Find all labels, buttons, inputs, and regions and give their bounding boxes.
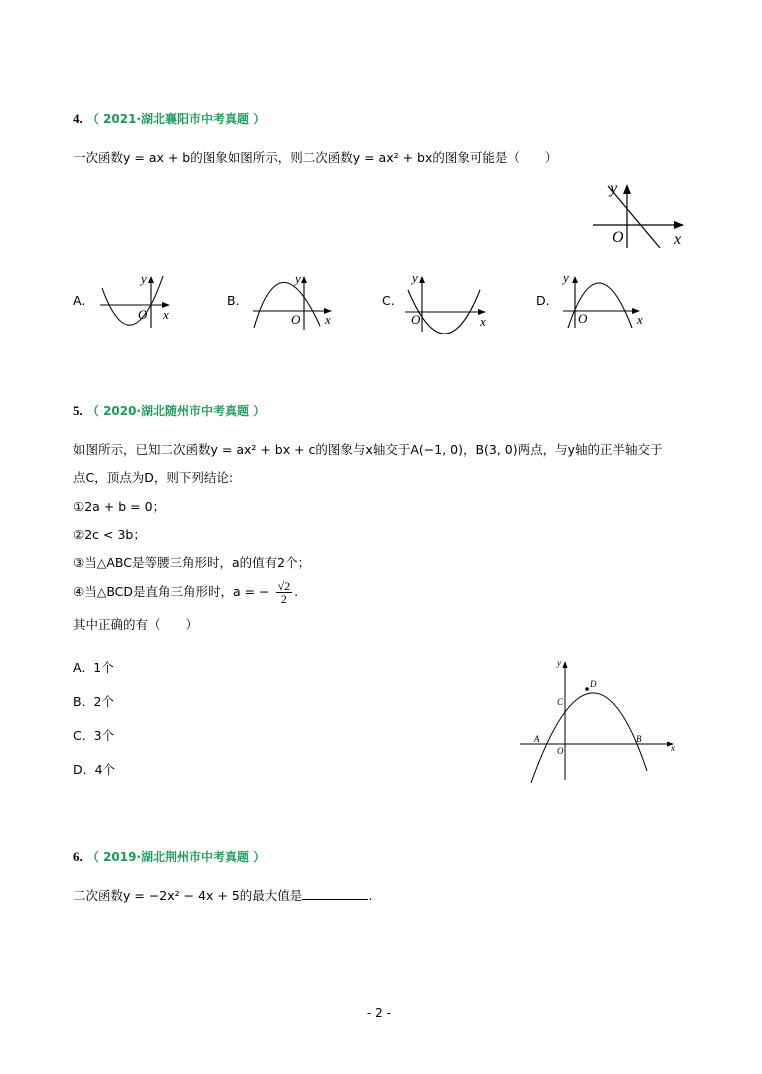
option-label: C. — [73, 728, 86, 743]
q6-number: 6. — [73, 849, 83, 864]
q5-option-d — [73, 760, 115, 778]
q5-header — [73, 402, 265, 419]
origin-label: O — [411, 312, 421, 327]
vertex-point — [585, 687, 589, 691]
q4-option-a-label: A. — [73, 293, 86, 308]
q6-stem — [73, 886, 372, 904]
q4-option-a-graph — [95, 268, 175, 330]
point-b-label: B — [636, 734, 642, 744]
q4-option-b-label: B. — [227, 293, 240, 308]
y-label: y — [412, 270, 418, 285]
q6-stem-suffix: . — [368, 888, 373, 903]
q5-statement-4-prefix: ④当△BCD是直角三角形时，a = − — [73, 584, 270, 599]
q4-option-d-label: D. — [536, 293, 550, 308]
q4-source: （ 2021·湖北襄阳市中考真题 ） — [86, 112, 266, 126]
q4-option-b-graph — [248, 268, 338, 330]
y-label: y — [610, 180, 618, 197]
x-label: x — [671, 743, 675, 753]
x-label: x — [480, 314, 486, 329]
q5-option-a — [73, 658, 114, 676]
origin-label: O — [612, 229, 624, 246]
point-a-label: A — [534, 734, 540, 744]
x-label: x — [674, 231, 682, 248]
point-d-label: D — [590, 679, 597, 689]
origin-label: O — [557, 746, 564, 756]
x-label: x — [325, 312, 331, 327]
option-text: 4个 — [94, 762, 116, 777]
option-label: A. — [73, 660, 86, 675]
y-label: y — [295, 271, 301, 286]
q4-header — [73, 110, 265, 127]
y-label: y — [563, 270, 569, 285]
x-label: x — [637, 312, 643, 327]
q6-stem-prefix: 二次函数y = −2x² − 4x + 5的最大值是 — [73, 888, 303, 903]
option-text: 3个 — [93, 728, 115, 743]
answer-blank[interactable] — [302, 886, 368, 900]
y-label: y — [141, 271, 147, 286]
q4-linear-graph — [588, 174, 692, 254]
q5-option-c — [73, 726, 114, 744]
x-axis-arrow — [674, 221, 684, 229]
q4-stem: 一次函数y = ax + b的图象如图所示，则二次函数y = ax² + bx的图象可能是（ ） — [73, 150, 558, 165]
q5-stem-line1: 如图所示，已知二次函数y = ax² + bx + c的图象与x轴交于A(−1, 0)，B(3, 0)两点，与y轴的正半轴交于 — [73, 442, 663, 457]
origin-label: O — [578, 311, 588, 326]
q4-number: 4. — [73, 111, 83, 126]
q5-number: 5. — [73, 403, 83, 418]
q5-statement-4-fraction — [276, 580, 293, 605]
q4-option-d-graph — [558, 268, 650, 330]
q5-statement-2: ②2c < 3b； — [73, 527, 146, 542]
parabola — [102, 276, 163, 325]
fraction-denominator: 2 — [280, 592, 287, 606]
page-number: - 2 - — [367, 1006, 391, 1020]
y-label: y — [557, 658, 561, 668]
y-axis-arrow — [623, 184, 631, 194]
x-label: x — [163, 307, 169, 322]
q5-option-b — [73, 692, 114, 710]
q5-statement-3: ③当△ABC是等腰三角形时，a的值有2个； — [73, 555, 311, 570]
option-label: D. — [73, 762, 87, 777]
point-c-label: C — [557, 697, 564, 707]
option-text: 1个 — [93, 660, 114, 675]
parabola — [254, 282, 320, 328]
q4-option-c-label: C. — [382, 293, 395, 308]
fraction-numerator: √2 — [277, 579, 291, 593]
q5-statement-4 — [73, 580, 298, 605]
q5-statement-1: ①2a + b = 0； — [73, 499, 166, 514]
option-text: 2个 — [93, 694, 114, 709]
q5-stem-line2: 点C，顶点为D，则下列结论: — [73, 470, 234, 485]
option-label: B. — [73, 694, 86, 709]
origin-label: O — [138, 307, 148, 322]
q5-conclusion: 其中正确的有（ ） — [73, 617, 199, 632]
origin-label: O — [291, 312, 301, 327]
q6-source: （ 2019·湖北荆州市中考真题 ） — [86, 850, 266, 864]
q6-header — [73, 848, 265, 865]
q5-parabola-graph — [515, 655, 680, 785]
q5-source: （ 2020·湖北随州市中考真题 ） — [86, 404, 266, 418]
parabola — [531, 693, 647, 783]
q4-option-c-graph — [400, 268, 492, 334]
q5-statement-4-suffix: . — [294, 584, 299, 599]
